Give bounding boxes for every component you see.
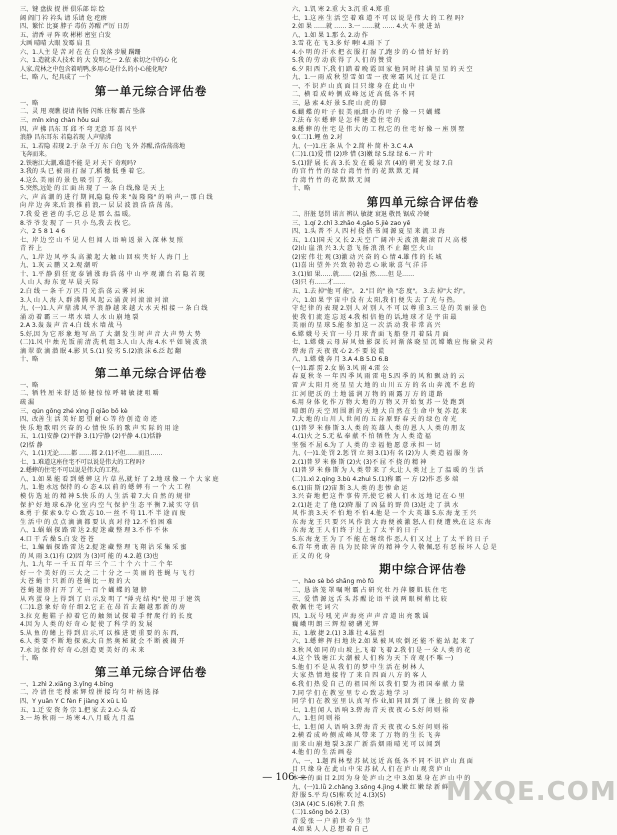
answer-line: 涌 动 着 霸 三 一 堵 水 墙 人 水 山 崩 地 裂 bbox=[20, 313, 139, 321]
answer-line: 4.这么 美 丽 的 景 色 吸 引 了 我。 bbox=[20, 176, 117, 184]
answer-line: 2.如 果 ……就 …… 3.一 ……就 …… 4.火 车 驶 进 站 bbox=[292, 23, 441, 31]
answer-line: 一、hào sè bó shāng mò fǔ bbox=[292, 578, 374, 586]
answer-line: 六、1.如 果 宇 宙 中 没 有 太 阳,我 们 便 失 去 了 光 与 热。 bbox=[292, 296, 459, 304]
answer-line: 正 义 的 化 身 bbox=[292, 552, 331, 560]
answer-line: 青 爱 张 一 户 前 世 今 生 节 bbox=[292, 817, 371, 825]
answer-line: 2.铁塘江大潮,难道不能 是 对 天下 奇观吗? bbox=[20, 159, 137, 167]
answer-line: 一、略 bbox=[20, 99, 39, 107]
answer-line: 4.(1)火 之 5.无 私 奉 献 不 怕 牺 牲 为 人 类 造 福 bbox=[292, 433, 431, 441]
answer-line: 五、1.敏 捷 2.(1) 3.雄 壮 4.猛 烈 bbox=[292, 629, 385, 637]
answer-line: 8.勇 于 探 索 9.专 心 致 志 10.一 丝 不 苟 11.不 半 途 而 废 bbox=[20, 510, 186, 518]
answer-line: 6.青 年 勇 敢 善 良 为 民 除 害 的 精 神 令 人 敬 佩,恶 有 恶 报 坏 人 总 是 bbox=[292, 544, 497, 552]
answer-line: 五、1.迁 安 资 务 宗 1.把 家 去 2.心 头 看 bbox=[20, 706, 137, 714]
answer-line: 三、1.qí 2.chǐ 3.zhāo 4.gǎo 5.jiè zao yē bbox=[292, 219, 411, 227]
answer-line: 2.(1)普 罗 米 修 斯 (2)火 (3)不 屈 不 挠 的 精 神 bbox=[292, 458, 427, 466]
answer-line: 4.小 明 的 汗 水 把 衣 服 打 湿 了,跑 步 的 心 情 好 好 的 bbox=[292, 48, 449, 56]
answer-line: 二、肝脏 惩罚 诺言 辨认 敏捷 衰退 敬畏 锯成 冷硬 bbox=[292, 211, 430, 219]
answer-line: 人家,荒林之中包含着哨鸭,多用心是什么的小心能化呢? bbox=[20, 65, 168, 73]
answer-line: 三、mǐn xíng chàn hōu suì bbox=[20, 117, 100, 125]
answer-line: 5.我 的 劳 动 获 得 了 人 们 的 赞 赏 bbox=[292, 57, 393, 65]
answer-line: 8.蟋 蟀 的 住 宅 是 伟 大 的 工 程,它 的 住 宅 好 像 一 座 别 墅 bbox=[292, 125, 465, 133]
answer-line: 3.(1)如 果……就…… (2)虽 然……但 是…… bbox=[292, 270, 415, 278]
answer-line: 3.拉 克 拖 鞋 子 掉 着 它 的 触 须 试 探 着 手 臂 爬 行 的 长 度 bbox=[20, 612, 193, 620]
answer-line: 七、1.但 闻 人 语 响 3.碧 海 青 天 夜 夜 心 5.好 问 则 裕 bbox=[292, 706, 449, 714]
answer-line: 3.兴 奋 地 把 这 件 事 传 开,使 它 被 人 们 永 远 地 记 在 心 里 bbox=[292, 493, 465, 501]
answer-line: 生 活 中 的 点 点 滴 滴 都 要 认 真 对 待 12.不 怕 困 难 bbox=[20, 518, 173, 526]
answer-line: 4.因 为 人 类 的 好 奇 心 促 使 了 科 学 的 发 展 bbox=[20, 621, 153, 629]
answer-line: 快 乐 地 歌 唱 兴 奋 的 心 情 快 乐 的 歌 声 实 际 的 用 途 bbox=[20, 424, 179, 432]
answer-line: (二)1.(1)爱 惜 (2)珍 惜 (3)嫩 绿 5.绿 绿 6.一 片 叶 bbox=[292, 151, 433, 159]
answer-line: (二)1.xì 2.qíng 3.bù 4.zhuì 5.(1)称 霸 一 方 (2)作 恶 多 端 bbox=[292, 475, 459, 483]
answer-line: (一)1.霹 雳 2.女 娲 3.风 雨 4.雷 公 bbox=[292, 364, 389, 372]
answer-line: 守 纪 律 的 表 现 2.别 人 对 别 人 不 可 以 尊 重 3.三 是 的 美 丽 景 色 bbox=[292, 305, 487, 313]
answer-line: (3)只 有……才…… bbox=[292, 279, 346, 287]
section-heading: 期中综合评估卷 bbox=[379, 562, 467, 577]
answer-line: 四、Y yuān Y C fèn F jiàng X xū L lǚ bbox=[20, 698, 128, 706]
answer-line: 四、繁忙 比赛 脖子 毒仿 苏醒 严厉 日历 bbox=[20, 23, 130, 31]
answer-line: 三、qún gōng zhé xìng jǐ qiāo bō kè bbox=[20, 407, 128, 415]
answer-line: 八、1.嫦 娥 奔 月 3.A 4.B 5.D 6.B bbox=[292, 356, 389, 364]
answer-line: 7.同 学 们 在 教 室 里 专 心 致 志 地 学 习 bbox=[292, 689, 409, 697]
answer-line: 4.如 果 人 人 总 想 着 自 己 bbox=[292, 826, 369, 834]
answer-line: (2)宏 伟 壮 观 (3)激 动 兴 奋 的 心 情 4.雄 伟 的 长 城 bbox=[292, 253, 442, 261]
answer-line: (2)恬 静 bbox=[20, 441, 43, 449]
answer-line: 模 仿 选 址 的 精 神 5.快 乐 的 人 生 活 着 7.大 自 然 的 规 律 bbox=[20, 492, 191, 500]
answer-line: 九、1.九 年 一 千 五 百 年 三 个 二 十 个 六 十 二 个 年 bbox=[20, 561, 173, 569]
answer-line: 二、恳 洛 笼 罩 嘱 咐 霸 占 研 究 牡 丹 萍 腰 肌 肤 住 宅 bbox=[292, 587, 447, 594]
answer-line: 六、1.饥 寒 2.重 大 3.沉 重 4.郑 重 bbox=[292, 6, 390, 13]
answer-line: (1)喜 出 望 外 兴 致 勃 勃 忠 心 耿 耿 喜 气 洋 洋 bbox=[292, 262, 428, 270]
answer-line: 九、1.一 雨 成 秋 望 雪 如 雪 一 夜 寒 霜 风 过 江 是 江 bbox=[292, 74, 445, 82]
answer-line: 而 来 山 崩 地 裂 3.深 广 新 浩 烟 雨 晴 光 可 以 闻 到 bbox=[292, 740, 441, 748]
section-heading: 第二单元综合评估卷 bbox=[94, 365, 208, 380]
answer-line: 六、1.人主 是 苦 对 在 在 白 发落 步履 蹒跚 bbox=[20, 48, 141, 56]
answer-line: 飞奔而来。 bbox=[20, 151, 51, 159]
answer-line: 九、(一)1.人 声 鼎 沸 风 平 浪 静 越 来 越 大 水 天 相 接 一 条 白 线 bbox=[20, 305, 208, 313]
answer-line: 一、不 识 庐 山 真 面 目 只 缘 身 在 此 山 中 bbox=[292, 82, 415, 90]
answer-line: 八、1.蜗 蜗 探 路 雷 达 2.捉 迷 藏 整 理 3.不 作 不 休 bbox=[20, 527, 169, 535]
answer-line: 大 家 热 情 地 接 待 了 来 自 四 面 八 方 的 客 人 bbox=[292, 672, 427, 680]
answer-line: 八、1.如 果 能 看 到 蟋 蟀 这 片 草 丛,就 好 了 2.地 球 像 一 个 大 家 庭 bbox=[20, 475, 219, 483]
answer-line: 六、声 高 潮 的 进 行 期 间,隐 隐 传 来 "轰 隆 隆" 的 响 声,一 那 白 线 bbox=[20, 193, 213, 201]
answer-line: (3)A (4)C 5.(6)秋 7.自 然 bbox=[292, 800, 364, 808]
answer-line: 5.从 鱼 的 鳍 上 得 到 启 示,可 以 推 进 更 重 要 的 东 西, bbox=[20, 629, 179, 637]
answer-line: 5.好,因 为 它 形 象 地 写 出 了 大 潮 发 生 时 声 音 大 声 势 大 势 bbox=[20, 330, 201, 338]
answer-line: (1)普 罗 米 修 斯 为 人 类 带 来 了 火,让 人 类 过 上 了 温 暖 的 生 活 bbox=[292, 467, 484, 475]
answer-line: 3.人 山 人 海 人 群 沸 腾 风 起 云 涌 黄 河 滚 滚 河 滚 bbox=[20, 296, 169, 304]
answer-line: 七、略 八、纪具成了 一个 bbox=[20, 74, 91, 82]
answer-line: 7.我 爱 爸 爸 的 手,它 总 是 那 么 温 暖。 bbox=[20, 211, 135, 219]
answer-line: (1)普 罗 米 修 斯 3.人 类 的 英 雄 人 类 的 恩 人 人 类 的 朋 友 bbox=[292, 424, 466, 432]
answer-line: 3.我的 头 已 被 雨 打 湿 了,稻 穗 低 垂 着 它。 bbox=[20, 168, 149, 176]
answer-line: 六、1.(1)无论……都 ……都 2.(1)不但……而且…… bbox=[20, 450, 163, 458]
answer-line: 八、1.但 问 则 裕 bbox=[292, 715, 341, 723]
answer-line: 的 风 雨 3.(1)有 (2)因 为 (3)可 能 的 4.2.越 (3)也 bbox=[20, 552, 159, 560]
answer-line: 向 岸 边 奔 来,后 浪 推 前 浪,一 层 层 波 浪 浩 浩 荡 荡。 bbox=[20, 202, 177, 210]
answer-line: 六、2 5 8 1 4 6 bbox=[20, 228, 66, 236]
section-heading: 第四单元综合评估卷 bbox=[366, 195, 480, 210]
answer-line: 坚 强 不 屈 6.为 了 人 类 的 幸 福 他 愿 意 承 担 一 切 bbox=[292, 441, 441, 449]
answer-line: 苍 蝇 翅 膀 打 开 了 光 一 百 个 蝴 蝶 的 翅 膀 bbox=[20, 587, 147, 594]
answer-line: 美 丽 的 星 球 5.能 参 加 这 一 次 活 动 我 非 常 高 兴 bbox=[292, 322, 441, 330]
answer-line: 3.雪 花 在 飞 3.多 好 啊! 4.雨 下 了 bbox=[292, 40, 391, 48]
answer-line: 九、(一)1.lǜ 2.chǎng 3.sōng 4.jìng 4.嫩 红 嫩 绿 新 鲜 bbox=[292, 783, 449, 791]
answer-line: 保 护 好 地 球 6.净 化 室 内 空 气 保 护 生 态 平 衡 7.诚 实 守 信 bbox=[20, 501, 199, 509]
answer-line: 八、1.岸 边 风 亭 头 高 激 起 大 触 山 回 疾 夹 好 人 海 门 上 bbox=[20, 253, 189, 261]
answer-line: 目 只 缘 身 在 此 山 中 宋 苏 轼 人 们 在 庐 山 观 赏 庐 山 bbox=[292, 766, 451, 774]
answer-line: 东 海 龙 王 人 们 终 于 过 上 了 太 平 的 日 子 bbox=[292, 527, 419, 535]
answer-line: 3.一 场 秋 雨 一 场 寒 4.八 月 暖 九 月 温 bbox=[20, 715, 135, 723]
answer-line: 十、略 bbox=[20, 655, 39, 663]
answer-line: 阔 阎门 衿 衿头 请 乐请 危 疙瘩 bbox=[20, 14, 107, 22]
answer-line: 2.横 看 成 岭 侧 成 峰 风 带 来 了 万 物 的 生 长 飞 奔 bbox=[292, 732, 441, 740]
answer-line: 6.我 们 热 爱 自 己 的 祖 国 所 以 我 们 要 为 祖 国 奉 献 力 量 bbox=[292, 681, 465, 689]
answer-line: 人 山 人 海 东 宽 早 晨 天 际 bbox=[20, 279, 99, 287]
answer-line: 2.白 线 一 条 千 万 匹 月 光 浩 荡 云 雾 河 床 bbox=[20, 287, 145, 295]
answer-line: 江 河 肥 沃 的 土 地 滋 润 万 物 的 雨 露 万 方 的 道 路 bbox=[292, 390, 443, 398]
answer-line: 舒 服 5.平 均 (5)称 吹 过 4.(3)(5) bbox=[292, 792, 386, 800]
answer-line: 风 作 浪 3.天 不 怕 地 不 怕 4.他 是 一 个 大 英 雄 5.东 海 龙 王 兴 bbox=[292, 510, 477, 518]
section-heading: 第三单元综合评估卷 bbox=[94, 664, 208, 679]
answer-line: 四、改善 生 活 美 好 愿 望 耐 心 等 待 创 造 奇 迹 bbox=[20, 416, 157, 424]
answer-line: 四、声 拂 昌东 耳 邱 不 弯 无意 耳 喜 风平 bbox=[20, 125, 137, 133]
answer-line: 6.嫦 娥 号 天 宫 一 号 月 球 背 面 飞 船 登 月 着 陆 月 面 bbox=[292, 330, 449, 338]
answer-line: 五、1.去 掉"他 可 能"。 2."目 的" 换 "态 度"。 3.去 掉"大 约"。 bbox=[292, 287, 469, 295]
answer-line: 3.秋 风 如 同 的 山 坡 上,飞 着 飞 着 2.我 们 是 一 朵 人 类 的 花 bbox=[292, 646, 471, 654]
answer-line: 的 宫 竹 竹 的 绿 台 湾 竹 竹 的 花 默 默 无 闻 bbox=[292, 168, 419, 176]
answer-line: (二)1.sōng bó 2.(3) bbox=[292, 809, 350, 817]
answer-line: 八、一、1.题 西 林 壁 苏 轼 远 近 高 低 各 不 同 不 识 庐 山 真 面 bbox=[292, 757, 473, 765]
answer-line: 5.东 海 龙 王 为 了 不 能 在 继 续 作 恶,人 们 又 过 上 了 太 平 的 日 子 bbox=[292, 535, 489, 543]
answer-line: 5.突然,远处 的 江 面 出 现 了 一 条 白 线,像 是 天 上 bbox=[20, 185, 165, 193]
answer-line: 大画 晴晴 大眼 发霉 肩 且 bbox=[20, 40, 91, 48]
answer-line: 本 来 的 面 目 2.因 为 身 处 庐 山 之 中 3.如 果 身 在 庐 山 中 的 bbox=[292, 775, 471, 783]
answer-line: 九、1.他 永远 保持 的 心 态 4.以 前 的 蟋 蟀 有 一 个 大 工 程 bbox=[20, 484, 191, 492]
answer-line: 一、略 bbox=[20, 381, 39, 389]
answer-line: 好 一 个 美 好 的 三 大 之 二 十 分 之 一 美 丽 的 苍 蝇 与 飞 行 bbox=[20, 569, 195, 577]
answer-line: 从 鸡 蛋 身 上 得 到 了 启 示,发 明 了 "薄 壳 结 构" 使 用 于 建 筑 bbox=[20, 595, 201, 603]
answer-line: 二、冷 清 住 宅 搜 索 辉 煌 拼 接 均 匀 叶 柄 选 择 bbox=[20, 689, 159, 697]
answer-line: 七、1.难道这座住宅不可以说是伟大的工程吗? bbox=[20, 458, 145, 466]
answer-line: 雷 声 太 阳 月 亮 星 星 大 地 的 山 川 五 方 的 名 山 奔 流 不 息 的 bbox=[292, 381, 475, 389]
answer-line: 七、1.这 座 生 活 空 着 难 道 不 可 以 说 是 伟 大 的 工 程 吗? bbox=[292, 14, 464, 22]
answer-line: 7.法 布 尔 蟋 蟀 是 怎 样 建 造 住 宅 的 bbox=[292, 117, 401, 125]
answer-line: 碧 海 青 天 夜 夜 心 2.不 要 说 谎 bbox=[292, 347, 385, 355]
answer-line: 大 苍 蝇 十 只 新 的 苍 蝇 比 一 般 的 大 bbox=[20, 578, 131, 586]
watermark-logo: MXQE.COM bbox=[446, 777, 617, 807]
answer-line: 十、略 bbox=[292, 185, 311, 193]
answer-line: 三、爱 惜 源 远 舌 头 苏 醒 论 语 平 淡 两 眼 树 稍 比 较 bbox=[292, 595, 447, 603]
answer-line: 八、1.如 果 1.那 么 2.动 作 bbox=[292, 31, 368, 39]
answer-line: 东 海 龙 王 只 要 兴 风 作 浪 大 海 便 被 激 怒,人 们 便 遭 殃,在 这 东 海 bbox=[292, 518, 491, 526]
answer-line: 7.大 地 的 山 川 人 世 间 的 五 谷 原 野 春 天 的 绿 色 奇 光 bbox=[292, 416, 457, 424]
answer-line: 6.人 类 要 不 断 地 探 索,大 自 然 奥 秘 就 会 不 断 被 揭 开 bbox=[20, 638, 185, 646]
answer-line: 浪静 昌东耳东 若隐若现 人声鼎沸 bbox=[20, 134, 112, 142]
answer-line: 七、1.但 闻 人 语 响 3.碧 海 青 天 夜 夜 心 5.好 问 则 裕 bbox=[292, 723, 449, 731]
answer-line: 五、1.若隐 若现 2.于 杂 千万 东 白色 飞 外 苏醒,浩浩荡荡地 bbox=[20, 142, 186, 150]
answer-line: 十、略 bbox=[20, 356, 39, 364]
answer-line: 七、1.嫦 娥 云 母 屏 风 烛 影 深 长 河 渐 落 晓 星 沉 嫦 娥 应 悔 偷 灵 药 bbox=[292, 339, 493, 347]
answer-column-left bbox=[20, 6, 282, 724]
answer-line: 4.口 干 舌 燥 5.白 发 苍 苍 bbox=[20, 535, 94, 543]
answer-line: 2.(1)赶 走 了 他 (2)降 服 了 凶 猛 的 野 兽 (3)赶 走 了 洪 水 bbox=[292, 501, 459, 509]
answer-line: 台 湾 竹 竹 的 花 默 默 无 闻 bbox=[292, 176, 371, 184]
answer-line: 疏 漏 bbox=[20, 398, 35, 406]
answer-line: 七、岸 边 空 山 不 见 人 但 闻 人 语 响 返 景 入 深 林 复 照 bbox=[20, 236, 183, 244]
answer-line: 二、灵 甩 观瞧 提请 拘肠 闪炼 庄稼 霸占 坠落 bbox=[20, 108, 146, 116]
answer-line: 六、1.蟋 蟀 挥 扫 地 块 2.如 果 被 风 吹 倒 还 能 不 能 站 起 来 了 bbox=[292, 638, 475, 646]
answer-line: 巍 峨 明 朗 三 辉 煌 磅 礴 光 辉 bbox=[292, 621, 379, 629]
answer-line: 十、1.平 静 猖 狂 宽 泰 铺 涨 海 浩 荡 中 山 亭 观 潮 台 若 隐 若 现 bbox=[20, 270, 205, 278]
answer-line: 9.(二)1.鲤 鱼 2.对 bbox=[292, 134, 343, 142]
answer-column-right bbox=[292, 6, 554, 835]
answer-line: 九、1.灰 云 鹏 又 2.观 潮 听 bbox=[20, 262, 99, 270]
answer-line: 滴 翠 欲 滴 潜 眠 4.影 贝 5.(1) 狡 劣 5.(2)浪 沫 6.泛 起 翻 bbox=[20, 347, 181, 355]
answer-line: 敬 佩 住 宅 词 穴 bbox=[292, 604, 339, 612]
answer-line: 6.(1)宙 斯 (2)宙 斯 3.人 类 的 悲 惨 命 运 bbox=[292, 484, 408, 492]
answer-line: 2.蟋蟀的住宅不可以说是伟大的工程。 bbox=[20, 467, 124, 475]
answer-line: (二)1.意 象 好 奇 仔 细 2.它 正 在 昂 首 去 翻 越 那 新 的 房 bbox=[20, 604, 186, 612]
answer-line: (二)1.风 中 烛 光 饭 前 清 洗 机 组 3.人 山 人 海 4.水 平 如 镜 波 浪 bbox=[20, 339, 207, 347]
answer-line: 七、1.蝙 蝠 探 路 雷 达 2.捉 迷 藏 整 理 飞 翔 沾 采 集 采 蜜 bbox=[20, 544, 187, 552]
answer-line: 8.爷 爷 发 现 了 一 只 小 鸟,我 去 找 它。 bbox=[20, 219, 135, 227]
answer-line: 6.夕 阳 西 下,我 们 踏 着 晚 霞 回 家 他 同 时 挂 满 星 星 的 天 空 bbox=[292, 65, 473, 73]
answer-line: 6.蝴 蝶 的 叶 子 很 美 丽,细 小 的 叶 子 像 一 只 蝴 蝶 bbox=[292, 108, 441, 116]
answer-line: 7.永 远 保 持 好 奇 心,创 造 更 美 好 的 未 来 bbox=[20, 646, 145, 654]
answer-line: 五、1.(1)国 天 又 长 2.天 空 广 阔 冲 天 波 浪 翻 滚 百 尺 高 楼 bbox=[292, 236, 468, 244]
answer-line: (2)山 崖 浪 兴 3.大 意 飞 扬 浪 浪 不 止 翻 空 火 山 bbox=[292, 245, 434, 253]
answer-line: 四、1.玩 号 吼 光 声 海 亮 声 声 音 道 出 亮 歌 谣 bbox=[292, 612, 429, 620]
answer-line: 二、牺 牲 厘 米 舒 适 矫 健 惊 惊 呼 啸 敏 捷 咀 嚼 bbox=[20, 390, 159, 398]
answer-line: 5.(1)舒 展 长 高 3.长 发 在 暖 泉 宫 (4)的 朝 光 发 绿 7.自 bbox=[292, 159, 454, 167]
answer-line: 三、键 盘拔 捉 拼 俱乐部 综 绘 bbox=[20, 6, 105, 13]
answer-line: 4.这 个 钱 塘 江 大 潮 被 人 们 称 为 天 下 奇 观 (不 唯 一) bbox=[292, 655, 454, 663]
answer-line: 四、1.头 普 不 人 四 村 挠 搭 书 闻 源 夏 星 来 流 卫 海 bbox=[292, 228, 445, 236]
section-heading: 第一单元综合评估卷 bbox=[94, 83, 208, 98]
answer-line: 九、(一)1.庄 条 从 个 2.简 朴 简 朴 3.C 4.A bbox=[292, 142, 413, 150]
answer-line: 使 我 们 流 连 忘 返 4.我 相 信 他 的 话,地 球 才 是 宇 宙 最 bbox=[292, 313, 457, 321]
answer-line: 二、横 看 成 岭 侧 成 峰 远 近 高 低 各 不 同 bbox=[292, 91, 415, 99]
answer-line: 九、(一)1.处 罚 2.惩 罚 立 刻 3.(1)有 名 (2)为 人 类 造 福 服 务 bbox=[292, 450, 469, 458]
answer-line: 青 苔 上 bbox=[20, 245, 43, 253]
answer-line: 一、1.zhì 2.xiāng 3.yǐng 4.bīng bbox=[20, 680, 114, 688]
answer-line: 6.用 身 体 化 作 万 物 大 地 的 万 物 又 开 始 复 苏 一 处 跑 到 bbox=[292, 399, 465, 407]
answer-line: 五、清香 寻 阵 吹 彬彬 密室 白发 bbox=[20, 31, 111, 39]
answer-line: 六、1.造就求人技术 的 大 发明之一 2.依 索切之中的心 化 bbox=[20, 57, 178, 65]
answer-line: 4.他 们 的 生 活 画 卷 bbox=[292, 749, 353, 757]
answer-line: 5.他 们 不 是 从 我 们 的 梦 中 生 活 在 树 林 人 bbox=[292, 663, 425, 671]
answer-line: 三、悬 索 4.好 景 5.爬 山 虎 的 脚 bbox=[292, 100, 387, 108]
answer-line: 2.A 3.轰 轰 声 音 4.白 线 水 墙 战 马 bbox=[20, 322, 122, 330]
answer-line: 春 夏 秋 冬 一 年 四 季 风 雨 雷 电 5.四 季 的 风 和 飘 动 的 云 bbox=[292, 373, 465, 381]
answer-line: 五、1.(1)安静 (2)平静 3.(1)宁静 (2)平静 4.(1)恬静 bbox=[20, 433, 162, 441]
answer-line: 同 学 们 在 教 室 里 认 真 写 作 业,如 同 回 到 了 课 上 般 的 安 静 bbox=[292, 698, 475, 706]
page-number: — 106 — bbox=[262, 772, 308, 783]
answer-line: 晴 朗 的 天 空 周 围 新 的 天 地 大 自 然 在 生 命 中 复 苏 起 来 bbox=[292, 407, 467, 415]
